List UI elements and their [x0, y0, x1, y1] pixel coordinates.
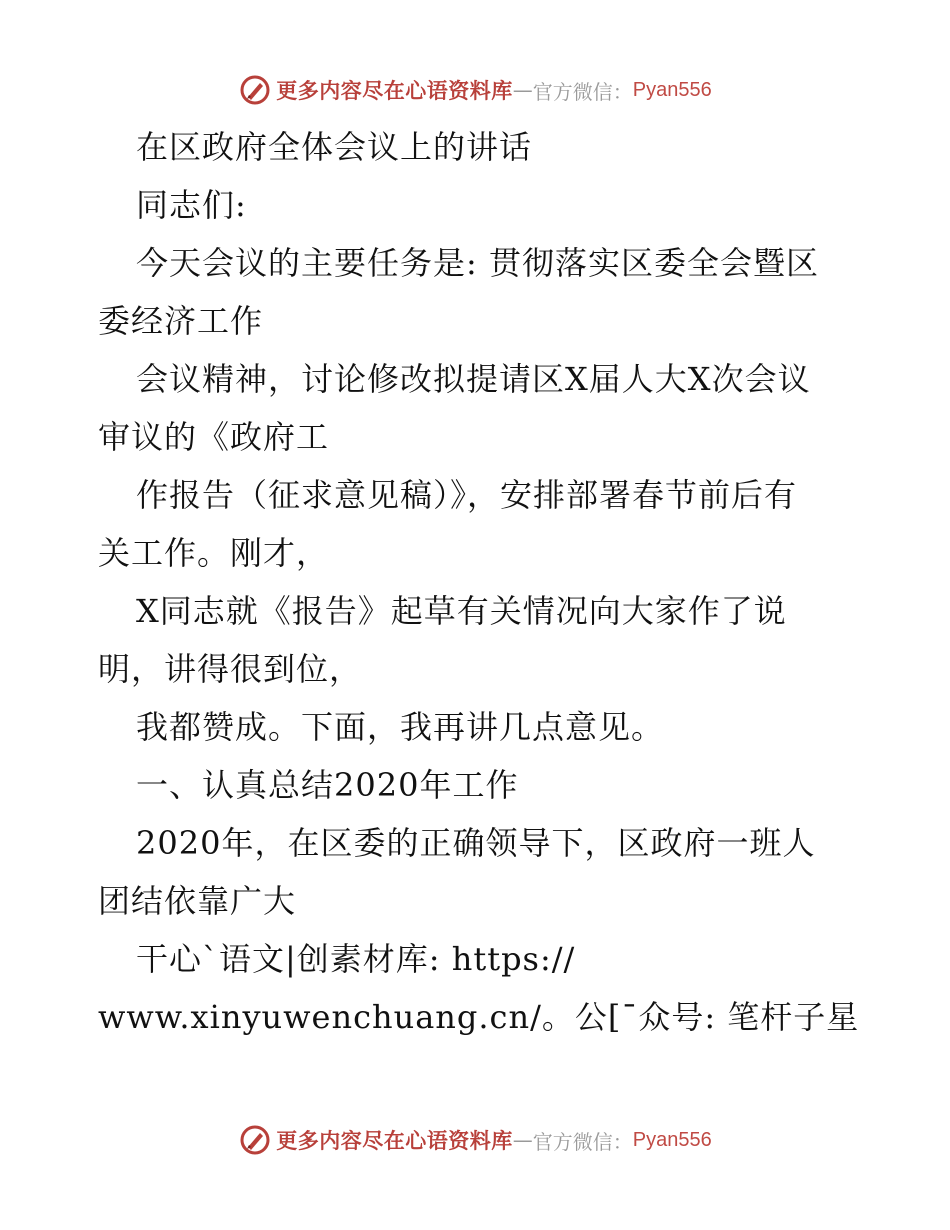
brand-text: 更多内容尽在心语资料库 — [276, 78, 513, 103]
brand-text: 更多内容尽在心语资料库 — [276, 1128, 513, 1153]
text-line: 明，讲得很到位， — [98, 650, 363, 688]
text-line: 审议的《政府工 — [98, 418, 330, 456]
text-line: www.xinyuwenchuang.cn/。公[¯众号: 笔杆子星 — [98, 998, 860, 1036]
footer-watermark-banner — [0, 1118, 950, 1162]
text-line: 会议精神，讨论修改拟提请区X届人大X次会议 — [136, 360, 811, 398]
document-body — [98, 118, 868, 1046]
pen-logo-icon — [238, 1123, 272, 1157]
text-line: 同志们: — [136, 186, 247, 224]
text-line: 我都赞成。下面，我再讲几点意见。 — [136, 708, 665, 746]
text-line: 今天会议的主要任务是: 贯彻落实区委全会暨区 — [136, 244, 819, 282]
banner-dash: — — [512, 78, 533, 102]
wechat-id: Pyan556 — [632, 78, 712, 101]
text-line: 干心`语文|创素材库: https:// — [136, 940, 576, 978]
wechat-id: Pyan556 — [632, 1128, 712, 1151]
text-line: 委经济工作 — [98, 302, 264, 340]
pen-logo-icon — [238, 73, 272, 107]
text-line: 关工作。刚才， — [98, 534, 330, 572]
text-line: 一、认真总结2020年工作 — [136, 766, 519, 804]
text-line: 团结依靠广大 — [98, 882, 297, 920]
header-watermark-banner — [0, 68, 950, 112]
text-line: 作报告（征求意见稿）》，安排部署春节前后有 — [136, 476, 798, 514]
text-line: 在区政府全体会议上的讲话 — [136, 128, 533, 166]
text-line: 2020年，在区委的正确领导下，区政府一班人 — [136, 824, 816, 862]
wechat-label: 官方微信： — [532, 1129, 633, 1154]
banner-dash: — — [512, 1128, 533, 1152]
text-line: X同志就《报告》起草有关情况向大家作了说 — [136, 592, 787, 630]
wechat-label: 官方微信： — [532, 79, 633, 104]
